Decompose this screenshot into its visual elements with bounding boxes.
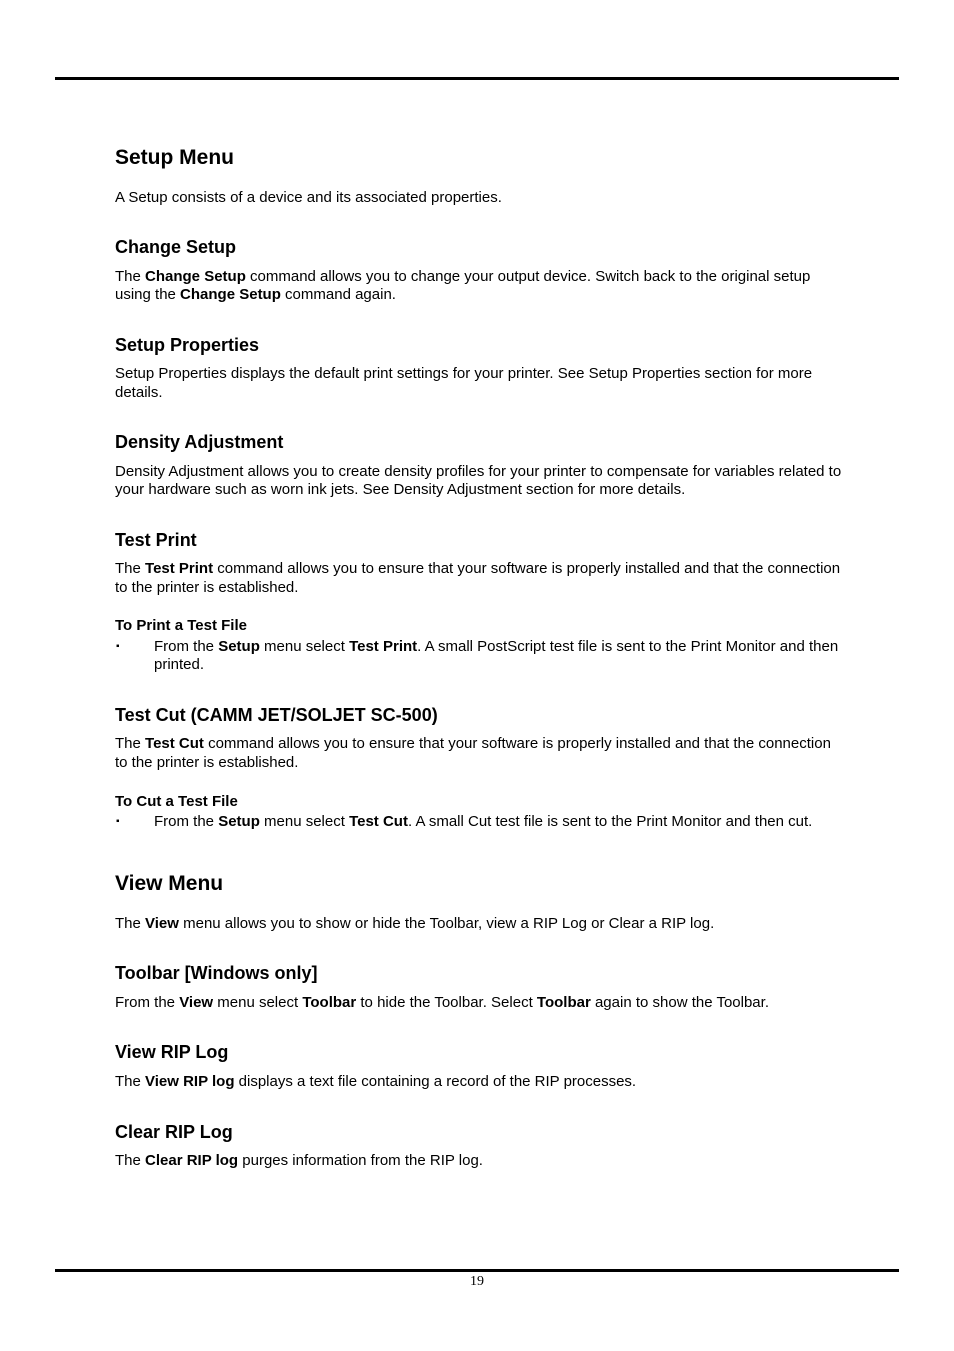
view-intro: The View menu allows you to show or hide the Toolbar, view a RIP Log or Clear a RIP log. bbox=[115, 915, 715, 932]
footer-rule bbox=[55, 1269, 899, 1272]
bullet-marker: ▪ bbox=[116, 641, 120, 652]
test-cut-line-2: to the printer is established. bbox=[115, 754, 299, 771]
heading-setup-properties: Setup Properties bbox=[115, 335, 260, 355]
setup-intro: A Setup consists of a device and its associated properties. bbox=[115, 189, 502, 206]
sub-heading-print-test-file: To Print a Test File bbox=[115, 617, 247, 634]
section-title-setup-menu: Setup Menu bbox=[115, 146, 234, 169]
test-cut-step-line-1: From the Setup menu select Test Cut. A small Cut test file is sent to the Print Monitor and then cut. bbox=[154, 813, 813, 830]
test-print-step-line-2: printed. bbox=[154, 656, 205, 673]
test-print-line-2: to the printer is established. bbox=[115, 579, 299, 596]
density-line-1: Density Adjustment allows you to create density profiles for your printer to compensate for variables related to bbox=[115, 463, 842, 480]
sub-heading-cut-test-file: To Cut a Test File bbox=[115, 793, 238, 810]
test-print-step-line-1: From the Setup menu select Test Print. A small PostScript test file is sent to the Print Monitor and then bbox=[154, 638, 839, 655]
heading-change-setup: Change Setup bbox=[115, 237, 237, 257]
toolbar-line-1: From the View menu select Toolbar to hide the Toolbar. Select Toolbar again to show the Toolbar. bbox=[115, 994, 769, 1011]
test-cut-line-1: The Test Cut command allows you to ensure that your software is properly installed and that the connection bbox=[115, 735, 831, 752]
heading-density-adjustment: Density Adjustment bbox=[115, 432, 284, 452]
heading-toolbar: Toolbar [Windows only] bbox=[115, 963, 318, 983]
section-title-view-menu: View Menu bbox=[115, 872, 224, 895]
page-number: 19 bbox=[470, 1274, 484, 1289]
change-setup-line-2: using the Change Setup command again. bbox=[115, 286, 396, 303]
heading-view-rip-log: View RIP Log bbox=[115, 1042, 229, 1062]
heading-test-print: Test Print bbox=[115, 530, 197, 550]
heading-test-cut: Test Cut (CAMM JET/SOLJET SC-500) bbox=[115, 705, 438, 725]
view-rip-log-line-1: The View RIP log displays a text file containing a record of the RIP processes. bbox=[115, 1073, 637, 1090]
setup-properties-line-2: details. bbox=[115, 384, 163, 401]
density-line-2: your hardware such as worn ink jets. See Density Adjustment section for more details. bbox=[115, 481, 686, 498]
heading-clear-rip-log: Clear RIP Log bbox=[115, 1122, 233, 1142]
change-setup-line-1: The Change Setup command allows you to change your output device. Switch back to the original setup bbox=[115, 268, 811, 285]
header-rule bbox=[55, 77, 899, 80]
bullet-marker: ▪ bbox=[116, 816, 120, 827]
setup-properties-line-1: Setup Properties displays the default print settings for your printer. See Setup Properties section for more bbox=[115, 365, 813, 382]
clear-rip-log-line-1: The Clear RIP log purges information from the RIP log. bbox=[115, 1152, 483, 1169]
test-print-line-1: The Test Print command allows you to ensure that your software is properly installed and that the connection bbox=[115, 560, 841, 577]
